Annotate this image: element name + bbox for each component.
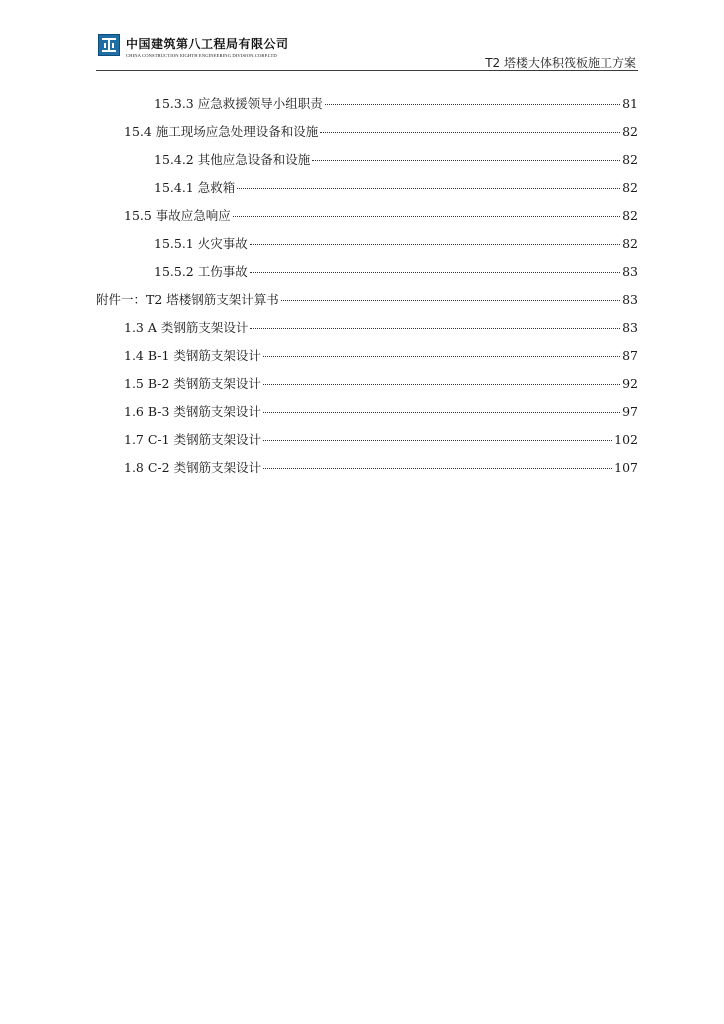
toc-entry-title: 1.4 B-1 类钢筋支架设计 (124, 348, 261, 363)
toc-entry[interactable] (96, 286, 638, 314)
toc-dot-leader (263, 411, 620, 413)
toc-entry[interactable] (96, 90, 638, 118)
toc-entry-page: 82 (622, 208, 638, 223)
toc-entry[interactable] (96, 230, 638, 258)
toc-entry-page: 92 (622, 376, 638, 391)
toc-entry[interactable] (96, 146, 638, 174)
toc-entry-page: 82 (622, 180, 638, 195)
toc-entry-page: 97 (622, 404, 638, 419)
toc-entry-page: 82 (622, 124, 638, 139)
toc-entry-title: 1.5 B-2 类钢筋支架设计 (124, 376, 261, 391)
toc-entry[interactable] (96, 314, 638, 342)
toc-dot-leader (233, 215, 620, 217)
toc-entry-title: 1.7 C-1 类钢筋支架设计 (124, 432, 262, 447)
toc-entry-title: 15.4 施工现场应急处理设备和设施 (124, 124, 319, 139)
toc-entry-title: 15.3.3 应急救援领导小组职责 (154, 96, 323, 111)
toc-dot-leader (325, 103, 620, 105)
toc-dot-leader (281, 299, 620, 301)
toc-entry-title: 1.6 B-3 类钢筋支架设计 (124, 404, 261, 419)
toc-dot-leader (250, 327, 620, 329)
toc-entry[interactable] (96, 174, 638, 202)
page-header (96, 30, 638, 71)
toc-entry[interactable] (96, 398, 638, 426)
toc-entry-page: 87 (622, 348, 638, 363)
toc-dot-leader (250, 243, 620, 245)
toc-entry-title: 附件一：T2 塔楼钢筋支架计算书 (96, 292, 279, 307)
company-name-en: CHINA CONSTRUCTION EIGHTH ENGINEERING DIVISION.CORP.LTD (126, 53, 277, 58)
toc-dot-leader (250, 271, 620, 273)
table-of-contents (96, 90, 638, 482)
toc-entry-page: 82 (622, 236, 638, 251)
toc-entry-title: 15.4.1 急救箱 (154, 180, 236, 195)
toc-dot-leader (312, 159, 620, 161)
toc-entry-title: 15.5 事故应急响应 (124, 208, 231, 223)
toc-entry[interactable] (96, 118, 638, 146)
toc-dot-leader (263, 383, 620, 385)
toc-entry-page: 83 (622, 264, 638, 279)
toc-entry[interactable] (96, 342, 638, 370)
toc-entry-page: 82 (622, 152, 638, 167)
toc-entry-title: 15.5.2 工伤事故 (154, 264, 248, 279)
toc-dot-leader (320, 131, 620, 133)
company-logo-icon (98, 34, 120, 56)
toc-entry[interactable] (96, 426, 638, 454)
toc-dot-leader (237, 187, 620, 189)
toc-entry-title: 1.8 C-2 类钢筋支架设计 (124, 460, 262, 475)
toc-entry-title: 15.4.2 其他应急设备和设施 (154, 152, 311, 167)
toc-entry[interactable] (96, 370, 638, 398)
toc-entry-page: 83 (622, 320, 638, 335)
toc-entry[interactable] (96, 454, 638, 482)
toc-entry-title: 1.3 A 类钢筋支架设计 (124, 320, 249, 335)
toc-entry[interactable] (96, 258, 638, 286)
toc-entry-title: 15.5.1 火灾事故 (154, 236, 248, 251)
toc-entry-page: 83 (622, 292, 638, 307)
toc-dot-leader (263, 467, 612, 469)
company-name-cn: 中国建筑第八工程局有限公司 (126, 37, 289, 51)
document-title: T2 塔楼大体积筏板施工方案 (485, 56, 636, 70)
toc-entry-page: 81 (622, 96, 638, 111)
toc-entry-page: 107 (614, 460, 638, 475)
toc-dot-leader (263, 439, 612, 441)
toc-entry-page: 102 (614, 432, 638, 447)
toc-entry[interactable] (96, 202, 638, 230)
toc-dot-leader (263, 355, 620, 357)
